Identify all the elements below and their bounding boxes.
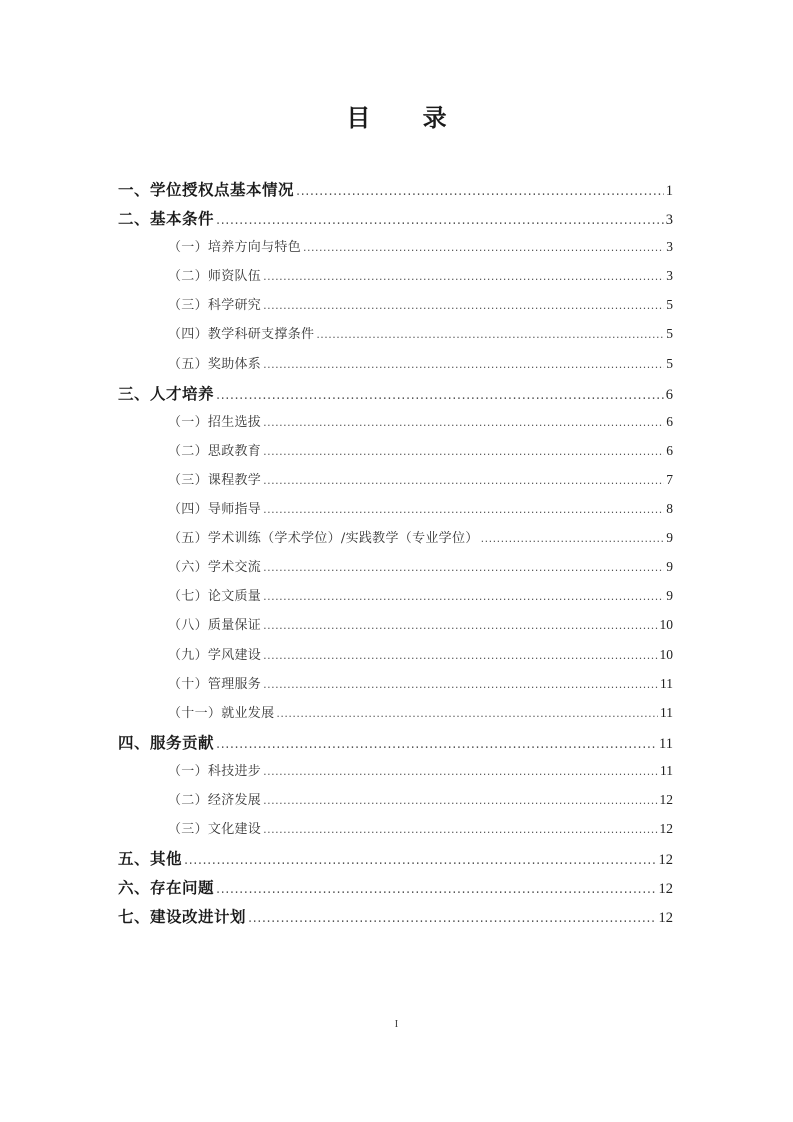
table-of-contents bbox=[118, 178, 673, 934]
toc-section-entry[interactable] bbox=[118, 585, 673, 614]
toc-entry-label: （一）招生选拔 bbox=[168, 414, 262, 430]
toc-entry-label: （八）质量保证 bbox=[168, 618, 262, 634]
toc-entry-page-number: 6 bbox=[666, 442, 673, 458]
toc-entry-page-number: 12 bbox=[659, 821, 673, 837]
toc-section-entry[interactable] bbox=[118, 556, 673, 585]
toc-entry-page-number: 9 bbox=[666, 530, 673, 546]
toc-entry-page-number: 9 bbox=[666, 588, 673, 604]
toc-dot-leader bbox=[263, 590, 664, 603]
toc-dot-leader bbox=[263, 503, 664, 516]
toc-chapter-entry[interactable] bbox=[118, 178, 673, 207]
toc-entry-label: （九）学风建设 bbox=[168, 647, 262, 663]
toc-entry-label: （一）培养方向与特色 bbox=[168, 240, 302, 256]
page-title: 目 录 bbox=[346, 104, 469, 132]
toc-section-entry[interactable] bbox=[118, 673, 673, 702]
toc-dot-leader bbox=[263, 270, 664, 283]
toc-dot-leader bbox=[216, 737, 657, 752]
toc-entry-label: （四）导师指导 bbox=[168, 502, 262, 518]
toc-entry-page-number: 3 bbox=[666, 268, 673, 284]
toc-entry-label: 一、学位授权点基本情况 bbox=[118, 181, 295, 199]
toc-section-entry[interactable] bbox=[118, 614, 673, 643]
toc-entry-page-number: 11 bbox=[660, 704, 673, 720]
toc-entry-page-number: 11 bbox=[660, 762, 673, 778]
toc-entry-label: （五）学术训练（学术学位）/实践教学（专业学位） bbox=[168, 531, 479, 547]
toc-entry-label: 二、基本条件 bbox=[118, 210, 215, 229]
toc-entry-label: （四）教学科研支撑条件 bbox=[168, 327, 315, 343]
toc-entry-page-number: 5 bbox=[666, 297, 673, 313]
toc-dot-leader bbox=[276, 707, 658, 720]
toc-section-entry[interactable] bbox=[118, 527, 673, 556]
toc-dot-leader bbox=[216, 388, 664, 403]
toc-entry-page-number: 8 bbox=[666, 501, 673, 517]
toc-section-entry[interactable] bbox=[118, 353, 673, 382]
toc-chapter-entry[interactable] bbox=[118, 905, 673, 934]
toc-dot-leader bbox=[248, 911, 656, 926]
toc-dot-leader bbox=[263, 765, 658, 778]
toc-entry-page-number: 10 bbox=[659, 617, 673, 633]
toc-entry-page-number: 10 bbox=[659, 646, 673, 662]
toc-entry-label: （二）经济发展 bbox=[168, 792, 262, 808]
toc-entry-page-number: 12 bbox=[658, 910, 673, 927]
toc-entry-label: （一）科技进步 bbox=[168, 763, 262, 779]
toc-entry-label: （三）文化建设 bbox=[168, 822, 262, 838]
toc-dot-leader bbox=[263, 561, 664, 574]
toc-entry-label: 五、其他 bbox=[118, 850, 183, 869]
toc-section-entry[interactable] bbox=[118, 411, 673, 440]
toc-dot-leader bbox=[263, 358, 664, 371]
toc-section-entry[interactable] bbox=[118, 644, 673, 673]
toc-chapter-entry[interactable] bbox=[118, 847, 673, 876]
toc-entry-page-number: 1 bbox=[665, 183, 673, 199]
toc-chapter-entry[interactable] bbox=[118, 382, 673, 411]
toc-entry-label: 三、人才培养 bbox=[118, 384, 215, 403]
toc-section-entry[interactable] bbox=[118, 323, 673, 352]
toc-entry-page-number: 7 bbox=[666, 471, 673, 487]
toc-dot-leader bbox=[216, 882, 656, 897]
toc-entry-label: 七、建设改进计划 bbox=[118, 908, 247, 927]
toc-chapter-entry[interactable] bbox=[118, 876, 673, 905]
toc-entry-page-number: 3 bbox=[665, 212, 673, 229]
toc-chapter-entry[interactable] bbox=[118, 207, 673, 236]
toc-dot-leader bbox=[263, 823, 657, 836]
toc-dot-leader bbox=[263, 649, 657, 662]
toc-dot-leader bbox=[316, 328, 664, 341]
toc-entry-page-number: 6 bbox=[666, 413, 673, 429]
page-number: I bbox=[394, 1018, 399, 1030]
toc-entry-page-number: 9 bbox=[666, 559, 673, 575]
toc-dot-leader bbox=[263, 474, 664, 487]
toc-entry-page-number: 6 bbox=[665, 386, 673, 403]
toc-entry-label: （十）管理服务 bbox=[168, 676, 262, 692]
toc-dot-leader bbox=[481, 532, 665, 545]
toc-entry-label: （七）论文质量 bbox=[168, 589, 262, 605]
toc-entry-page-number: 11 bbox=[659, 735, 673, 752]
toc-entry-label: （三）科学研究 bbox=[168, 298, 262, 314]
toc-dot-leader bbox=[263, 416, 664, 429]
toc-dot-leader bbox=[216, 213, 664, 228]
toc-entry-page-number: 12 bbox=[658, 881, 673, 898]
toc-entry-label: （二）师资队伍 bbox=[168, 269, 262, 285]
toc-dot-leader bbox=[263, 794, 657, 807]
toc-entry-page-number: 12 bbox=[658, 852, 673, 869]
toc-section-entry[interactable] bbox=[118, 789, 673, 818]
toc-entry-label: （六）学术交流 bbox=[168, 560, 262, 576]
toc-section-entry[interactable] bbox=[118, 236, 673, 265]
toc-entry-label: （五）奖助体系 bbox=[168, 356, 262, 372]
toc-dot-leader bbox=[303, 241, 664, 254]
toc-entry-label: 四、服务贡献 bbox=[118, 733, 215, 752]
toc-entry-label: 六、存在问题 bbox=[118, 879, 215, 898]
toc-dot-leader bbox=[263, 299, 664, 312]
toc-dot-leader bbox=[184, 853, 656, 868]
toc-entry-label: （二）思政教育 bbox=[168, 443, 262, 459]
toc-entry-label: （十一）就业发展 bbox=[168, 705, 275, 721]
toc-entry-page-number: 5 bbox=[666, 355, 673, 371]
toc-section-entry[interactable] bbox=[118, 469, 673, 498]
toc-entry-page-number: 11 bbox=[660, 675, 673, 691]
toc-section-entry[interactable] bbox=[118, 702, 673, 731]
toc-chapter-entry[interactable] bbox=[118, 731, 673, 760]
toc-entry-label: （三）课程教学 bbox=[168, 472, 262, 488]
toc-section-entry[interactable] bbox=[118, 265, 673, 294]
toc-section-entry[interactable] bbox=[118, 818, 673, 847]
toc-section-entry[interactable] bbox=[118, 294, 673, 323]
toc-entry-page-number: 5 bbox=[666, 326, 673, 342]
toc-dot-leader bbox=[296, 184, 664, 199]
toc-entry-page-number: 3 bbox=[666, 239, 673, 255]
toc-dot-leader bbox=[263, 445, 664, 458]
toc-dot-leader bbox=[263, 619, 657, 632]
toc-entry-page-number: 12 bbox=[659, 791, 673, 807]
toc-dot-leader bbox=[263, 678, 658, 691]
toc-section-entry[interactable] bbox=[118, 498, 673, 527]
toc-section-entry[interactable] bbox=[118, 760, 673, 789]
toc-section-entry[interactable] bbox=[118, 440, 673, 469]
